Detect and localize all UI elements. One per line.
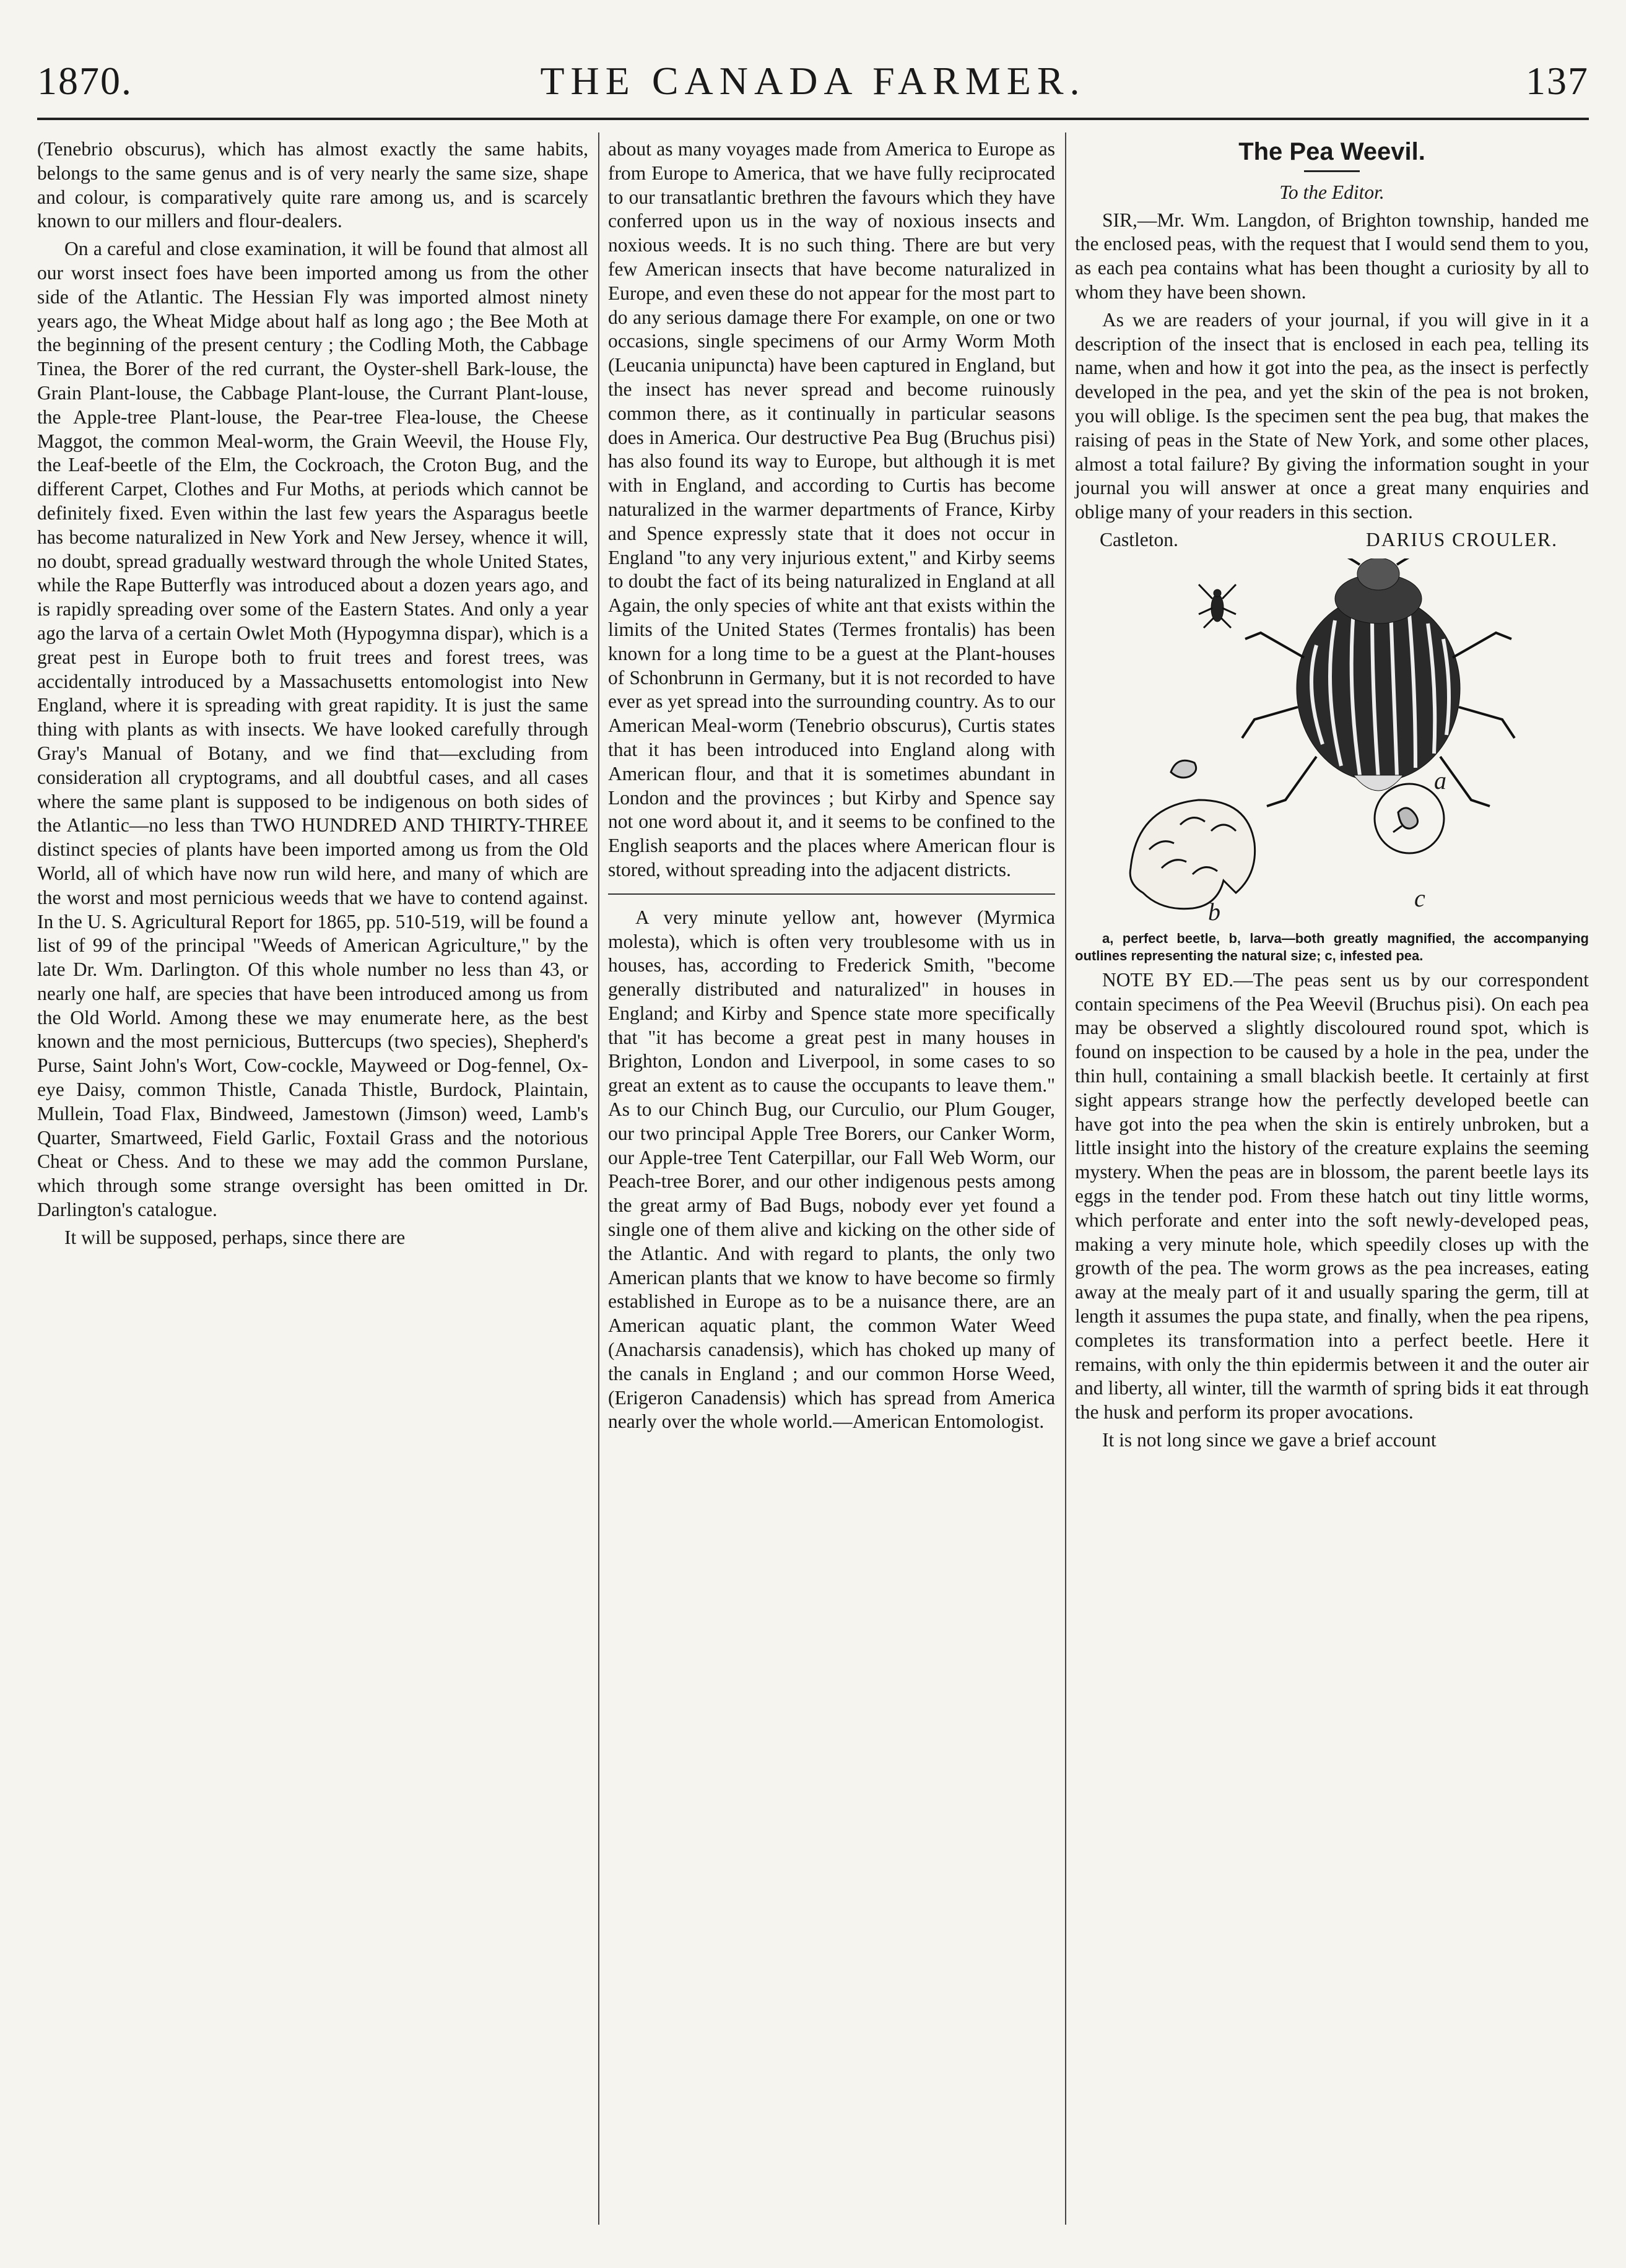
column-divider-1: [598, 133, 599, 2225]
masthead-title: THE CANADA FARMER.: [540, 59, 1086, 103]
heading-rule: [1304, 170, 1360, 172]
small-weevil-icon: [1199, 584, 1236, 628]
beetle-icon: [1242, 558, 1515, 806]
letter-paragraph-1: SIR,—Mr. Wm. Langdon, of Brighton township, handed me the enclosed peas, with the request that I would send them to you, as each pea contains what has been thought a curiosity by all to whom they have been shown.: [1075, 209, 1589, 303]
figure-caption: a, perfect beetle, b, larva—both greatly magnified, the accompanying outlines representing the natural size; c, infested pea.: [1075, 930, 1589, 963]
masthead: [37, 59, 1589, 103]
col1-paragraph-2: On a careful and close examination, it will be found that almost all our worst insect foes have been imported among us from the other side of the Atlantic. The Hessian Fly was imported almost ninety years ago, the Wheat Midge about half as long ago ; the Bee Moth at the beginning of the present century ; the Codling Moth, the Cabbage Tinea, the Borer of the red currant, the Oyster-shell Bark-louse, the Grain Plant-louse, the Cabbage Plant-louse, the Currant Plant-louse, the Apple-tree Plant-louse, the Pear-tree Flea-louse, the Cheese Maggot, the common Meal-worm, the Grain Weevil, the House Fly, the Leaf-beetle of the Elm, the Cockroach, the Croton Bug, and the different Carpet, Clothes and Fur Moths, at periods which cannot be definitely fixed. Even within the last few years the Asparagus beetle has become naturalized in New York and New Jersey, whence it will, no doubt, spread gradually westward through the whole United States, while the Rape Butterfly was introduced about a dozen years ago, and is rapidly spreading over some of the Eastern States. And only a year ago the larva of a certain Owlet Moth (Hypogymna dispar), which is a great pest in Europe both to fruit trees and forest trees, was accidentally introduced by a Massachusetts entomologist into New England, where it is spreading with great rapidity. It is just the same thing with plants as with insects. We have looked carefully through Gray's Manual of Botany, and we find that—excluding from consideration all cryptograms, and all doubtful cases, and all cases where the same plant is supposed to be indigenous on both sides of the Atlantic—no less than TWO HUNDRED AND THIRTY-THREE distinct species of plants have been imported among us from the Old World, all of which have now run wild here, and many of which are the worst and most pernicious weeds that we have to contend against. In the U. S. Agricultural Report for 1865, pp. 510-519, will be found a list of 99 of the principal "Weeds of American Agriculture," by the late Dr. Wm. Darlington. Of this whole number no less than 43, or nearly one half, are species that have been introduced among us from the Old World. Among these we may enumerate here, as the best known and the most pernicious, Buttercups (two species), Shepherd's Purse, Saint John's Wort, Cow-cockle, Mayweed or Dog-fennel, Ox-eye Daisy, common Thistle, Canada Thistle, Burdock, Plaintain, Mullein, Toad Flax, Bindweed, Jamestown (Jimson) weed, Lamb's Quarter, Smartweed, Field Garlic, Foxtail Grass and the notorious Cheat or Chess. And to these we may add the common Purslane, which through some strange oversight has been omitted in Dr. Darlington's catalogue.: [37, 238, 588, 1221]
column-3: [1075, 137, 1589, 2225]
col1-paragraph-1: (Tenebrio obscurus), which has almost exactly the same habits, belongs to the same genus and is of very nearly the same size, shape and colour, is comparatively quite rare among us, and is scarcely known to our millers and flour-dealers.: [37, 138, 588, 232]
col2-paragraph-2: A very minute yellow ant, however (Myrmica molesta), which is often very troublesome with us in houses, has, according to Frederick Smith, "become generally distributed and naturalized" in houses in England; and Kirby and Spence state more specifically that "it has become a great pest in many houses in Brighton, London and Liverpool, in some cases to so great an extent as to cause the occupants to leave them." As to our Chinch Bug, our Curculio, our Plum Gouger, our two principal Apple Tree Borers, our Canker Worm, our Apple-tree Tent Caterpillar, our Fall Web Worm, our Peach-tree Borer, and our other indigenous pests among the great army of Bad Bugs, nobody ever yet found a single one of them alive and kicking on the other side of the Atlantic. And with regard to plants, the only two American plants that we know to have become so firmly established in Europe as to be a nuisance there, are an American aquatic plant, the common Water Weed (Anacharsis canadensis), which has choked up many of the canals in England ; and our common Horse Weed, (Erigeron Canadensis) which has spread from America nearly over the whole world.—American Entomologist.: [608, 906, 1055, 1433]
column-1: [37, 137, 588, 2225]
signature-line: [1075, 528, 1589, 552]
letter-paragraph-2: As we are readers of your journal, if you will give in it a description of the insect that is enclosed in each pea, telling its name, when and how it got into the pea, as the insect is perfectly developed in the pea, and yet the skin of the pea is not broken, you will oblige. Is the specimen sent the pea bug, that makes the raising of peas in the State of New York, and some other places, almost a total failure? By giving the information sought in your journal you will answer at once a great many enquiries and oblige many of your readers in this section.: [1075, 308, 1589, 523]
section-divider: [608, 893, 1055, 895]
editor-note-paragraph-1: NOTE BY ED.—The peas sent us by our correspondent contain specimens of the Pea Weevil (Bruchus pisi). On each pea may be observed a slightly discoloured round spot, which is found on inspection to be caused by a hole in the pea, under the thin hull, containing a small blackish beetle. It certainly at first sight appears strange how the perfectly developed beetle can have got into the pea when the skin is entirely unbroken, but a little insight into the history of the creature explains the seeming mystery. When the peas are in blossom, the parent beetle lays its eggs in the tender pod. From these hatch out tiny little worms, which perforate and enter into the soft newly-developed peas, making a very minute hole, which speedily closes up with the growth of the pea. The worm grows as the pea increases, eating away at the mealy part of it and usually sparing the germ, till at length it assumes the pupa state, and finally, when the pea ripens, completes its transformation into a perfect beetle. Here it remains, with only the thin epidermis between it and the outer air and liberty, all winter, till the warmth of spring bids it eat through the husk and perform its proper avocations.: [1075, 968, 1589, 1423]
masthead-rule: [37, 118, 1589, 120]
col2-paragraph-1: about as many voyages made from America to Europe as from Europe to America, that we have fully reciprocated to our transatlantic brethren the favours which they have conferred upon us in the way of noxious insects and noxious weeds. It is no such thing. There are but very few American insects that have become naturalized in Europe, and even these do not appear for the most part to do any serious damage there For example, on one or two occasions, single specimens of our Army Worm Moth (Leucania unipuncta) have been captured in England, but the insect has never spread and become ruinously common there, as it continually in particular seasons does in America. Our destructive Pea Bug (Bruchus pisi) has also found its way to Europe, but although it is met with in England, and according to Curtis has become naturalized in the warmer departments of France, Kirby and Spence expressly state that it does not occur in England "to any very injurious extent," and Kirby seems to doubt the fact of its being naturalized in England at all Again, the only species of white ant that exists within the limits of the United States (Termes frontalis) has been known for a long time to be a guest at the Plant-houses of Schonbrunn in Germany, but it is not recorded to have ever as yet spread into the surrounding country. As to our American Meal-worm (Tenebrio obscurus), Curtis states that it has been introduced into England along with American flour, and that it is sometimes abundant in London and the provinces ; but Kirby and Spence say not one word about it, and it seems to be confined to the English seaports and the places where American flour is stored, without spreading into the adjacent districts.: [608, 138, 1055, 880]
article-heading: The Pea Weevil.: [1238, 138, 1425, 165]
editor-note-paragraph-2: It is not long since we gave a brief account: [1102, 1428, 1437, 1451]
letter-place: Castleton.: [1100, 528, 1178, 550]
larva-small-icon: [1171, 760, 1196, 778]
larva-icon: [1130, 800, 1254, 909]
to-editor: To the Editor.: [1279, 181, 1385, 203]
column-divider-2: [1065, 133, 1066, 2225]
letter-signature: DARIUS CROULER.: [1365, 528, 1558, 550]
pea-weevil-illustration: [1075, 558, 1589, 930]
figure-label-c: c: [1414, 884, 1425, 912]
figure-label-a: a: [1434, 766, 1446, 794]
figure-label-b: b: [1208, 897, 1220, 926]
masthead-year: 1870.: [37, 59, 133, 103]
engraving-svg: [1075, 558, 1589, 930]
page-number: 137: [1526, 59, 1589, 103]
col1-paragraph-3: It will be supposed, perhaps, since there are: [64, 1226, 406, 1248]
column-2: [608, 137, 1055, 2225]
